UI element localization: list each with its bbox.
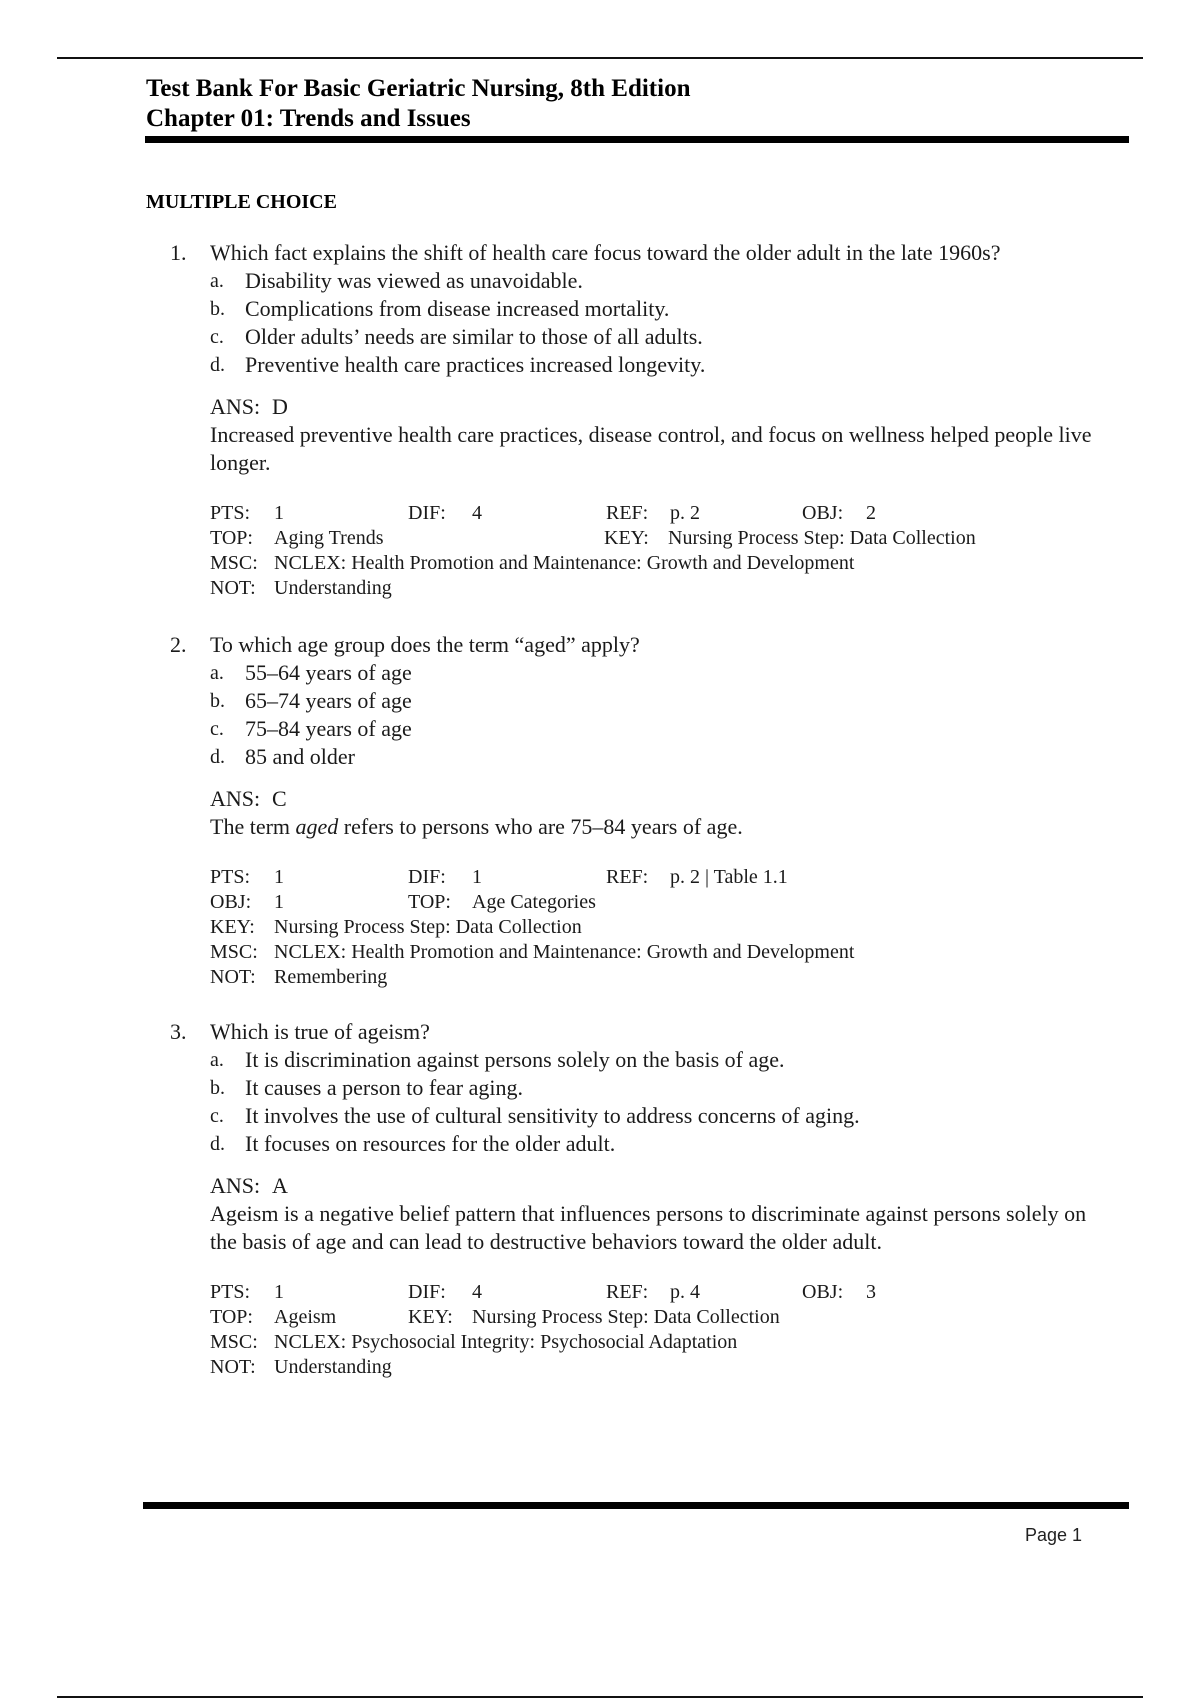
answer-label: ANS: [210, 1173, 261, 1198]
bottom-border-rule [57, 1696, 1143, 1698]
answer-options [210, 267, 1110, 379]
header-divider [145, 136, 1129, 143]
obj-label: OBJ: [802, 1281, 844, 1303]
answer-letter: A [272, 1173, 288, 1198]
chapter-title: Chapter 01: Trends and Issues [146, 105, 471, 132]
rationale-text: The term [210, 814, 296, 839]
key-label: KEY: [408, 1306, 453, 1328]
answer-options [210, 659, 1110, 771]
pts-value: 1 [274, 1281, 284, 1303]
answer-label: ANS: [210, 394, 261, 419]
option-d [210, 351, 1110, 379]
key-label: KEY: [604, 527, 649, 549]
question-1 [170, 239, 1110, 601]
answer-label: ANS: [210, 786, 261, 811]
option-letter: b. [210, 1077, 225, 1099]
obj-label: OBJ: [210, 891, 252, 913]
key-value: Nursing Process Step: Data Collection [668, 527, 976, 549]
obj-label: OBJ: [802, 502, 844, 524]
question-stem [170, 239, 1110, 267]
question-stem [170, 1018, 1110, 1046]
obj-value: 3 [866, 1281, 876, 1303]
key-value: Nursing Process Step: Data Collection [472, 1306, 780, 1328]
option-d [210, 1130, 1110, 1158]
answer-block [210, 785, 1110, 841]
not-value: Understanding [274, 577, 392, 599]
dif-label: DIF: [408, 502, 446, 524]
option-a [210, 1046, 1110, 1074]
option-letter: c. [210, 326, 224, 348]
top-value: Aging Trends [274, 527, 384, 549]
question-text: To which age group does the term “aged” apply? [210, 632, 640, 657]
top-label: TOP: [210, 1306, 253, 1328]
ref-value: p. 4 [670, 1281, 700, 1303]
answer-block [210, 393, 1110, 477]
option-letter: d. [210, 746, 225, 768]
question-text: Which fact explains the shift of health care focus toward the older adult in the late 1960s? [210, 240, 1001, 265]
option-text: 65–74 years of age [245, 688, 412, 713]
question-text: Which is true of ageism? [210, 1019, 430, 1044]
option-letter: b. [210, 690, 225, 712]
msc-label: MSC: [210, 1331, 258, 1353]
option-c [210, 1102, 1110, 1130]
not-value: Remembering [274, 966, 388, 988]
pts-label: PTS: [210, 866, 251, 888]
option-text: It causes a person to fear aging. [245, 1075, 523, 1100]
option-text: Complications from disease increased mortality. [245, 296, 670, 321]
msc-label: MSC: [210, 941, 258, 963]
msc-label: MSC: [210, 552, 258, 574]
page-number: Page 1 [1025, 1525, 1083, 1545]
option-text: It focuses on resources for the older adult. [245, 1131, 616, 1156]
ref-label: REF: [606, 866, 649, 888]
pts-value: 1 [274, 866, 284, 888]
dif-value: 1 [472, 866, 482, 888]
key-label: KEY: [210, 916, 255, 938]
rationale [210, 813, 1110, 841]
option-d [210, 743, 1110, 771]
question-metadata [210, 865, 1110, 990]
option-letter: d. [210, 1133, 225, 1155]
option-b [210, 1074, 1110, 1102]
option-letter: a. [210, 270, 224, 292]
option-letter: a. [210, 1049, 224, 1071]
option-letter: d. [210, 354, 225, 376]
key-value: Nursing Process Step: Data Collection [274, 916, 582, 938]
option-letter: a. [210, 662, 224, 684]
option-letter: b. [210, 298, 225, 320]
document-title: Test Bank For Basic Geriatric Nursing, 8th Edition [146, 75, 691, 102]
question-number: 1. [170, 240, 187, 265]
answer-block [210, 1172, 1110, 1256]
top-label: TOP: [408, 891, 451, 913]
option-text: 55–64 years of age [245, 660, 412, 685]
option-c [210, 323, 1110, 351]
msc-value: NCLEX: Health Promotion and Maintenance: Growth and Development [274, 552, 855, 574]
pts-label: PTS: [210, 1281, 251, 1303]
top-border-rule [57, 57, 1143, 59]
option-b [210, 687, 1110, 715]
question-3 [170, 1018, 1110, 1380]
ref-label: REF: [606, 502, 649, 524]
option-text: Disability was viewed as unavoidable. [245, 268, 583, 293]
option-text: Preventive health care practices increased longevity. [245, 352, 706, 377]
not-value: Understanding [274, 1356, 392, 1378]
msc-value: NCLEX: Health Promotion and Maintenance: Growth and Development [274, 941, 855, 963]
option-c [210, 715, 1110, 743]
question-metadata [210, 1280, 1110, 1380]
obj-value: 2 [866, 502, 876, 524]
option-a [210, 267, 1110, 295]
option-text: 85 and older [245, 744, 355, 769]
not-label: NOT: [210, 577, 256, 599]
not-label: NOT: [210, 1356, 256, 1378]
dif-label: DIF: [408, 1281, 446, 1303]
question-2 [170, 631, 1110, 990]
rationale: Ageism is a negative belief pattern that influences persons to discriminate against persons solely on the basis of age and can lead to destructive behaviors toward the older adult. [210, 1201, 1087, 1254]
not-label: NOT: [210, 966, 256, 988]
ref-value: p. 2 [670, 502, 700, 524]
question-number: 2. [170, 632, 187, 657]
top-label: TOP: [210, 527, 253, 549]
section-heading: MULTIPLE CHOICE [146, 191, 337, 213]
top-value: Age Categories [472, 891, 596, 913]
ref-label: REF: [606, 1281, 649, 1303]
option-text: It involves the use of cultural sensitivity to address concerns of aging. [245, 1103, 860, 1128]
msc-value: NCLEX: Psychosocial Integrity: Psychosocial Adaptation [274, 1331, 738, 1353]
answer-letter: D [272, 394, 288, 419]
dif-value: 4 [472, 502, 482, 524]
footer-divider [143, 1502, 1129, 1509]
pts-label: PTS: [210, 502, 251, 524]
option-a [210, 659, 1110, 687]
rationale-text: refers to persons who are 75–84 years of age. [338, 814, 743, 839]
top-value: Ageism [274, 1306, 337, 1328]
dif-value: 4 [472, 1281, 482, 1303]
ref-value: p. 2 | Table 1.1 [670, 866, 788, 888]
question-stem [170, 631, 1110, 659]
option-letter: c. [210, 1105, 224, 1127]
rationale-emphasis: aged [295, 814, 339, 839]
option-b [210, 295, 1110, 323]
answer-letter: C [272, 786, 287, 811]
dif-label: DIF: [408, 866, 446, 888]
rationale: Increased preventive health care practices, disease control, and focus on wellness helped people live longer. [210, 422, 1092, 475]
pts-value: 1 [274, 502, 284, 524]
question-number: 3. [170, 1019, 187, 1044]
answer-options [210, 1046, 1110, 1158]
option-text: 75–84 years of age [245, 716, 412, 741]
option-text: It is discrimination against persons solely on the basis of age. [245, 1047, 785, 1072]
obj-value: 1 [274, 891, 284, 913]
question-metadata [210, 501, 1110, 601]
option-letter: c. [210, 718, 224, 740]
option-text: Older adults’ needs are similar to those of all adults. [245, 324, 703, 349]
